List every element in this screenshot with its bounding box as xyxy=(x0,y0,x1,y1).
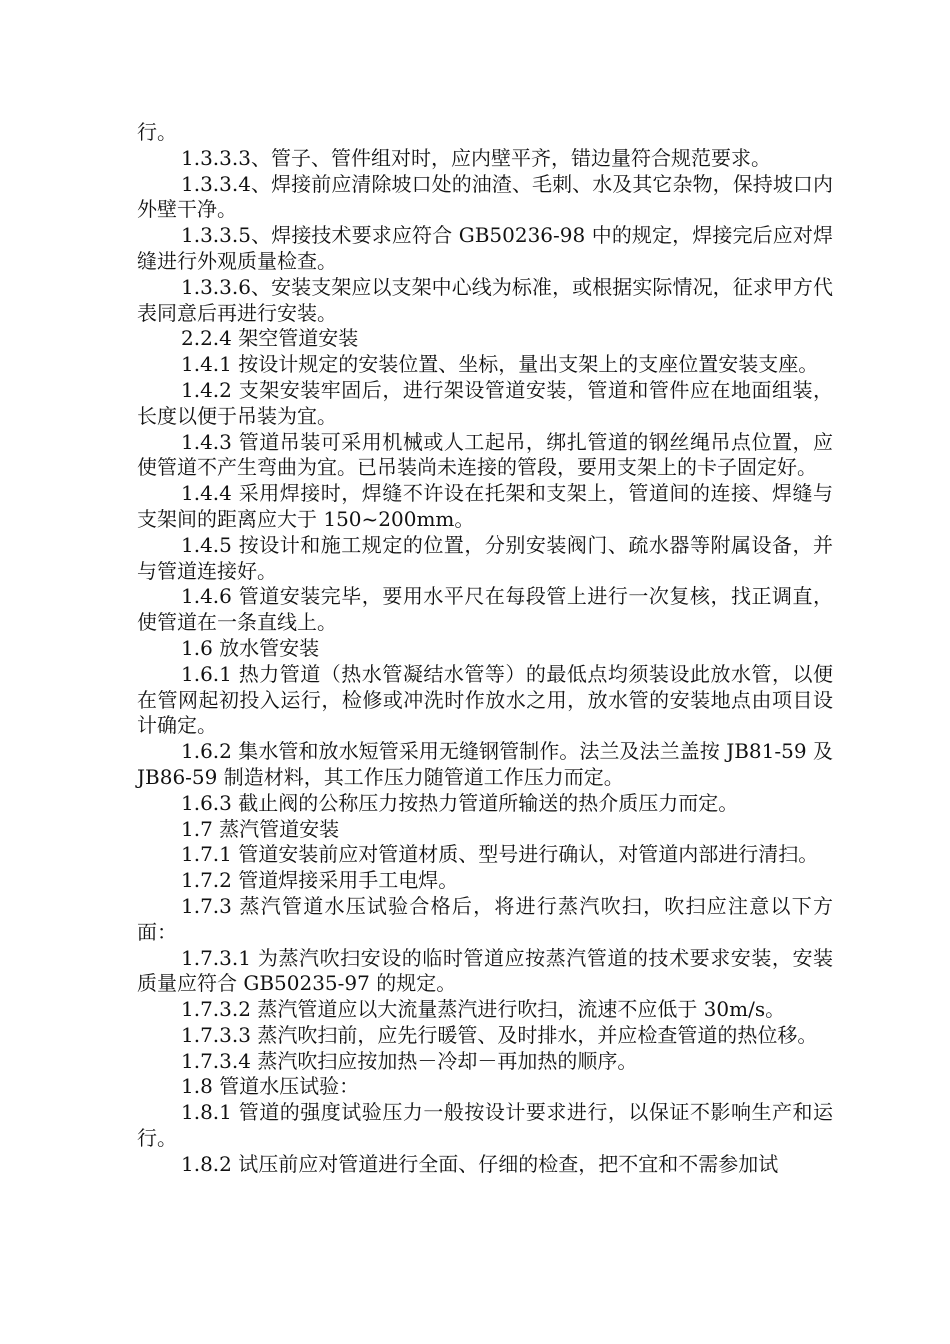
paragraph: 1.6.1 热力管道（热水管凝结水管等）的最低点均须装设此放水管，以便在管网起初投入运行，检修或冲洗时作放水之用，放水管的安装地点由项目设计确定。 xyxy=(137,661,833,738)
paragraph: 1.7.3.3 蒸汽吹扫前，应先行暖管、及时排水，并应检查管道的热位移。 xyxy=(181,1022,818,1047)
paragraph: 1.6 放水管安装 xyxy=(181,635,320,660)
paragraph: 1.7.3.4 蒸汽吹扫应按加热－冷却－再加热的顺序。 xyxy=(181,1048,638,1073)
paragraph: 1.7.3 蒸汽管道水压试验合格后，将进行蒸汽吹扫，吹扫应注意以下方面： xyxy=(137,893,833,944)
paragraph: 1.4.2 支架安装牢固后，进行架设管道安装，管道和管件应在地面组装，长度以便于吊装为宜。 xyxy=(137,377,833,428)
paragraph: 1.4.6 管道安装完毕，要用水平尺在每段管上进行一次复核，找正调直，使管道在一条直线上。 xyxy=(137,584,833,635)
paragraph: 2.2.4 架空管道安装 xyxy=(181,326,359,351)
paragraph: 1.7.3.2 蒸汽管道应以大流量蒸汽进行吹扫，流速不应低于 30m/s。 xyxy=(181,997,786,1022)
paragraph: 1.7 蒸汽管道安装 xyxy=(181,816,340,841)
paragraph: 1.6.2 集水管和放水短管采用无缝钢管制作。法兰及法兰盖按 JB81-59 及 JB86-59 制造材料，其工作压力随管道工作压力而定。 xyxy=(137,739,833,789)
paragraph: 1.8.1 管道的强度试验压力一般按设计要求进行，以保证不影响生产和运行。 xyxy=(137,1100,833,1151)
paragraph: 1.3.3.5、焊接技术要求应符合 GB50236-98 中的规定，焊接完后应对焊缝进行外观质量检查。 xyxy=(137,223,833,273)
paragraph: 1.4.4 采用焊接时，焊缝不许设在托架和支架上，管道间的连接、焊缝与支架间的距离应大于 150~200mm。 xyxy=(137,481,833,531)
paragraph: 1.3.3.6、安装支架应以支架中心线为标准，或根据实际情况，征求甲方代表同意后再进行安装。 xyxy=(137,274,833,325)
paragraph: 行。 xyxy=(137,120,177,144)
paragraph: 1.7.3.1 为蒸汽吹扫安设的临时管道应按蒸汽管道的技术要求安装，安装质量应符合 GB50235-97 的规定。 xyxy=(137,945,833,996)
paragraph: 1.4.1 按设计规定的安装位置、坐标，量出支架上的支座位置安装支座。 xyxy=(181,352,819,377)
paragraph: 1.8 管道水压试验： xyxy=(181,1074,360,1099)
paragraph: 1.8.2 试压前应对管道进行全面、仔细的检查，把不宜和不需参加试 xyxy=(181,1151,779,1176)
paragraph: 1.3.3.3、管子、管件组对时，应内壁平齐，错边量符合规范要求。 xyxy=(181,145,771,170)
paragraph: 1.3.3.4、焊接前应清除坡口处的油渣、毛刺、水及其它杂物，保持坡口内外壁干净。 xyxy=(137,171,833,222)
paragraph: 1.4.3 管道吊装可采用机械或人工起吊，绑扎管道的钢丝绳吊点位置，应使管道不产生弯曲为宜。已吊装尚未连接的管段，要用支架上的卡子固定好。 xyxy=(137,429,833,480)
paragraph: 1.4.5 按设计和施工规定的位置，分别安装阀门、疏水器等附属设备，并与管道连接好。 xyxy=(137,532,833,583)
document-body xyxy=(137,120,833,1178)
paragraph: 1.7.1 管道安装前应对管道材质、型号进行确认，对管道内部进行清扫。 xyxy=(181,842,819,867)
paragraph: 1.6.3 截止阀的公称压力按热力管道所输送的热介质压力而定。 xyxy=(181,790,739,815)
paragraph: 1.7.2 管道焊接采用手工电焊。 xyxy=(181,868,459,893)
